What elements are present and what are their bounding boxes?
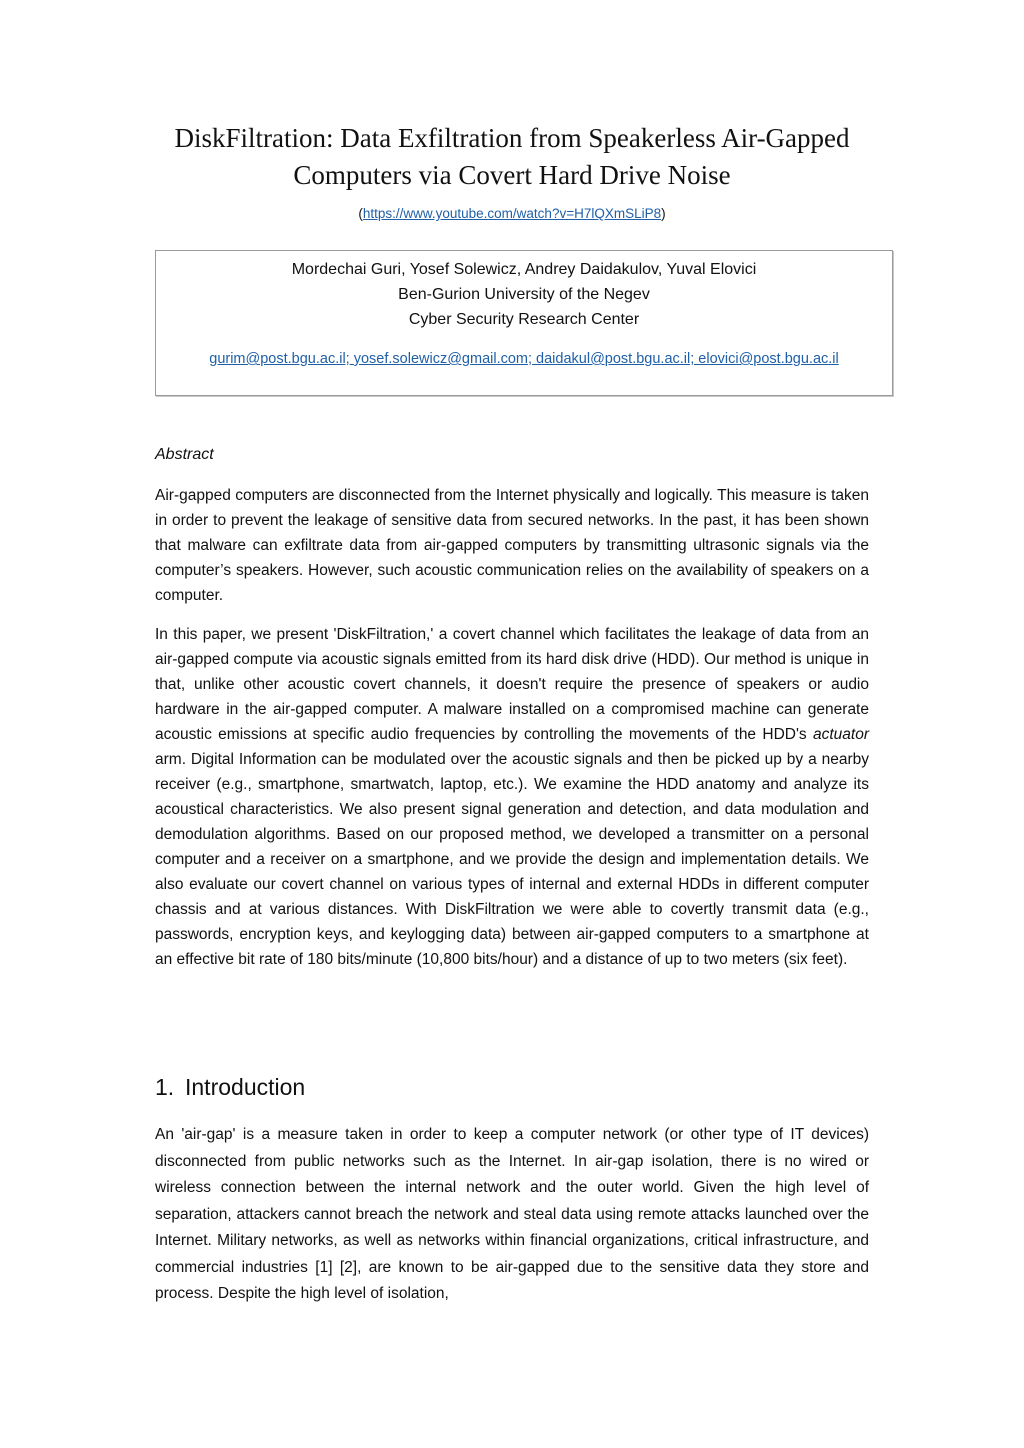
affiliation-center: Cyber Security Research Center [408,311,640,328]
section-title: Introduction [185,1074,306,1100]
authors: Mordechai Guri, Yosef Solewicz, Andrey Daidakulov, Yuval Elovici [291,261,757,278]
section-heading-introduction [155,1074,305,1101]
video-link-line [0,206,1024,221]
actuator-term: actuator [812,726,869,743]
abstract-paragraph-2 [155,622,869,972]
title-line-1: DiskFiltration: Data Exfiltration from Speakerless Air-Gapped [174,123,850,153]
video-link[interactable]: https://www.youtube.com/watch?v=H7lQXmSLiP8 [362,206,662,221]
paper-title [0,120,1024,194]
author-emails[interactable]: gurim@post.bgu.ac.il; yosef.solewicz@gmail.com; daidakul@post.bgu.ac.il; elovici@post.bgu.ac.il [209,351,839,367]
introduction-paragraph-1: An 'air-gap' is a measure taken in order to keep a computer network (or other type of IT devices) disconnected from public networks such as the Internet. In air-gap isolation, there is no wired or wireless connection between the internal network and the outer world. Given the high level of separation, attackers cannot breach the network and steal data using remote attacks launched over the Internet. Military networks, as well as networks within financial organizations, critical infrastructure, and commercial industries [1] [2], are known to be air-gapped due to the sensitive data they store and process. Despite the high level of isolation, [155,1126,869,1302]
section-number: 1. [155,1074,175,1100]
video-open-paren: ( [358,206,363,221]
author-box [155,250,893,396]
abstract-paragraph-2-part-a: In this paper, we present 'DiskFiltration,' a covert channel which facilitates the leakage of data from an air-gapped compute via acoustic signals emitted from its hard disk drive (HDD). Our method is unique in that, unlike other acoustic covert channels, it doesn't require the presence of speakers or audio hardware in the air-gapped computer. A malware installed on a compromised machine can generate acoustic emissions at specific audio frequencies by controlling the movements of the HDD's [155,626,869,743]
title-line-2: Computers via Covert Hard Drive Noise [293,160,731,190]
abstract-paragraph-1: Air-gapped computers are disconnected from the Internet physically and logically. This measure is taken in order to prevent the leakage of sensitive data from secured networks. In the past, it has been shown that malware can exfiltrate data from air-gapped computers by transmitting ultrasonic signals via the computer’s speakers. However, such acoustic communication relies on the availability of speakers on a computer. [155,487,869,604]
affiliation-university: Ben-Gurion University of the Negev [398,286,650,303]
abstract-heading: Abstract [155,446,214,463]
abstract-paragraph-2-part-b: arm. Digital Information can be modulated over the acoustic signals and then be picked up by a nearby receiver (e.g., smartphone, smartwatch, laptop, etc.). We examine the HDD anatomy and analyze its acoustical characteristics. We also present signal generation and detection, and data modulation and demodulation algorithms. Based on our proposed method, we developed a transmitter on a personal computer and a receiver on a smartphone, and we provide the design and implementation details. We also evaluate our covert channel on various types of internal and external HDDs in different computer chassis and at various distances. With DiskFiltration we were able to covertly transmit data (e.g., passwords, encryption keys, and keylogging data) between air-gapped computers to a smartphone at an effective bit rate of 180 bits/minute (10,800 bits/hour) and a distance of up to two meters (six feet). [155,751,869,968]
video-close-paren: ) [661,206,666,221]
